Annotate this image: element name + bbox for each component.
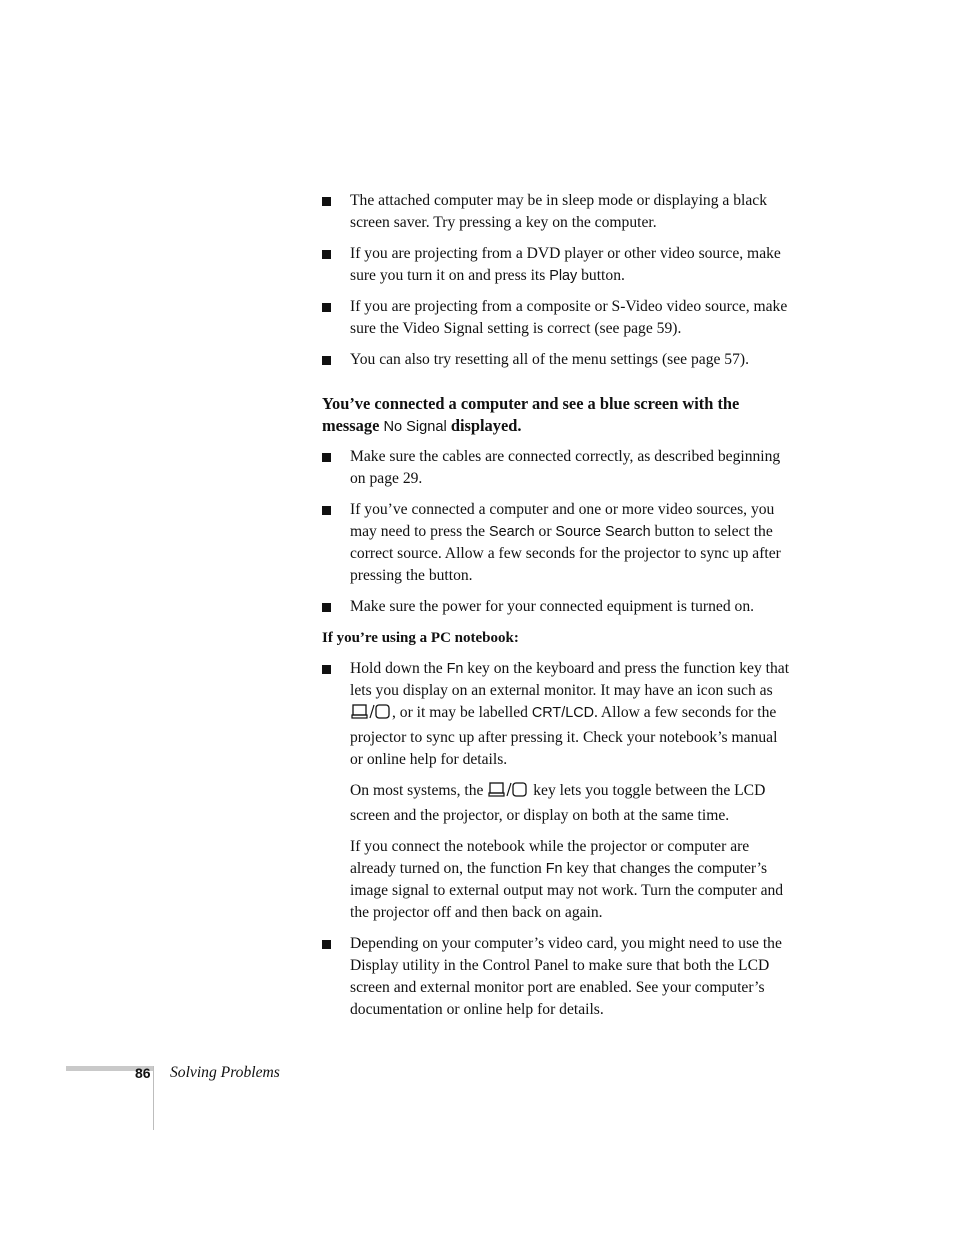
bullet-square-icon xyxy=(322,665,331,674)
bullet-text-continued: On most systems, the key lets you toggle between the LCD screen and the projector, or display on both at the same time. xyxy=(350,782,766,824)
list-item xyxy=(322,296,792,340)
bullet-square-icon xyxy=(322,940,331,949)
page-number: 86 xyxy=(135,1065,151,1081)
bullet-text: You can also try resetting all of the menu settings (see page 57). xyxy=(350,351,749,368)
list-item xyxy=(322,190,792,234)
footer-divider xyxy=(153,1066,154,1130)
bullet-text: The attached computer may be in sleep mode or displaying a black screen saver. Try pressing a key on the computer. xyxy=(350,192,767,231)
bullet-text: If you are projecting from a DVD player or other video source, make sure you turn it on and press its Play button. xyxy=(350,245,781,284)
bullet-square-icon xyxy=(322,603,331,612)
bullet-square-icon xyxy=(322,356,331,365)
section-title: Solving Problems xyxy=(170,1064,280,1081)
bullet-square-icon xyxy=(322,250,331,259)
bullet-square-icon xyxy=(322,453,331,462)
list-item xyxy=(322,446,792,490)
bullet-text: If you are projecting from a composite or S-Video video source, make sure the Video Signal setting is correct (see page 59). xyxy=(350,298,788,337)
bullet-text-continued: If you connect the notebook while the projector or computer are already turned on, the function Fn key that changes the computer’s image signal to external output may not work. Turn the computer and the projector off and then back on again. xyxy=(350,838,784,921)
list-item xyxy=(322,596,792,618)
bullet-text: Depending on your computer’s video card, you might need to use the Display utility in the Control Panel to make sure that both the LCD screen and external monitor port are enabled. See your computer’s documentation or online help for details. xyxy=(350,935,782,1018)
list-item xyxy=(322,499,792,587)
key-label-source-search: Source Search xyxy=(555,524,651,540)
bullet-square-icon xyxy=(322,506,331,515)
bullet-square-icon xyxy=(322,197,331,206)
key-label-fn: Fn xyxy=(545,861,563,877)
lcd-crt-toggle-icon xyxy=(351,703,391,727)
list-item xyxy=(322,933,792,1021)
list-item xyxy=(322,658,792,924)
main-column xyxy=(322,190,792,1030)
list-item xyxy=(322,349,792,371)
subheading: If you’re using a PC notebook: xyxy=(322,630,519,646)
lcd-crt-toggle-icon xyxy=(488,781,528,805)
bullet-text: Make sure the power for your connected equipment is turned on. xyxy=(350,598,755,615)
bullet-text: Make sure the cables are connected correctly, as described beginning on page 29. xyxy=(350,448,781,487)
list-item xyxy=(322,243,792,287)
message-label: No Signal xyxy=(383,419,447,435)
key-label-search: Search xyxy=(489,524,535,540)
section-heading: You’ve connected a computer and see a blue screen with the message No Signal displayed. xyxy=(322,394,740,435)
key-label-fn: Fn xyxy=(446,661,464,677)
bullet-text: Hold down the Fn key on the keyboard and press the function key that lets you display on an external monitor. It may have an icon such as , or it may be labelled CRT/LCD. Allow a few seconds for the projector to sync up after pressing it. Check your notebook’s manual or online help for details. xyxy=(350,660,790,768)
bullet-square-icon xyxy=(322,303,331,312)
key-label-play: Play xyxy=(549,268,578,284)
bullet-text: If you’ve connected a computer and one or more video sources, you may need to press the Search or Source Search button to select the correct source. Allow a few seconds for the projector to sync up after pressing the button. xyxy=(350,501,781,584)
key-label-crt-lcd: CRT/LCD xyxy=(531,705,594,721)
